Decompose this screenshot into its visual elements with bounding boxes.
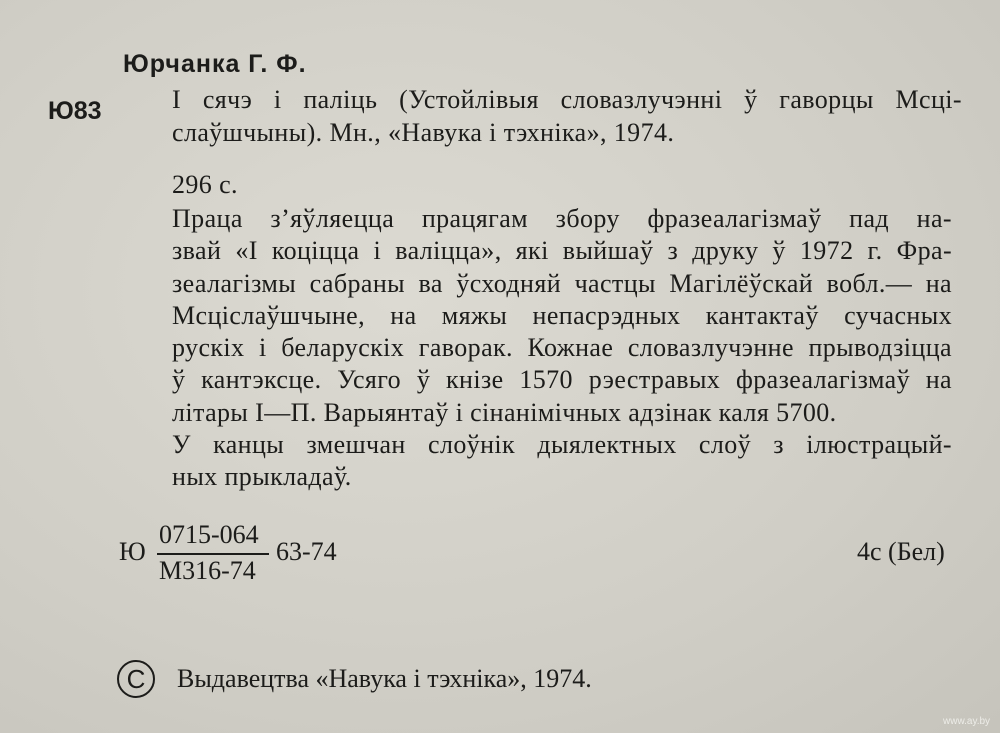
abstract-line: Праца з’яўляецца працягам збору фразеалагізмаў пад на- [172, 204, 952, 233]
abstract-line: ных прыкладаў. [172, 462, 352, 492]
copyright-icon: C [117, 660, 155, 698]
abstract-line: ў кантэксце. Усяго ў кнізе 1570 рэестравых фразеалагізмаў на [172, 365, 952, 395]
index-prefix: Ю [119, 537, 146, 566]
price-code: 4с (Бел) [857, 537, 945, 566]
abstract-line: Мсціслаўшчыне, на мяжы непасрэдных кантактаў сучасных [172, 300, 952, 330]
abstract-line: рускіх і беларускіх гаворак. Кожнае словазлучэнне прыводзіцца [172, 333, 952, 363]
abstract-line: літары I—П. Варыянтаў і сінанімічных адзінак каля 5700. [172, 397, 837, 427]
copyright-line [117, 660, 592, 698]
title-line: I сячэ і паліць (Устойлівыя словазлучэнні ў гаворцы Мсці- [172, 85, 962, 114]
abstract-line: звай «I коціцца і валіцца», які выйшаў з друку ў 1972 г. Фра- [172, 236, 952, 266]
catalog-code: Ю83 [48, 97, 102, 125]
author-name: Юрчанка Г. Ф. [123, 50, 307, 78]
watermark: www.ay.by [943, 716, 991, 727]
abstract-line: зеалагізмы сабраны ва ўсходняй частцы Магілёўскай вобл.— на [172, 268, 952, 298]
index-suffix: 63-74 [276, 537, 337, 566]
book-title [172, 83, 962, 149]
fraction-bar [157, 553, 269, 555]
index-denominator: М316-74 [159, 556, 256, 585]
abstract [172, 203, 952, 494]
abstract-line: У канцы змешчан слоўнік дыялектных слоў з ілюстрацый- [172, 430, 952, 460]
page-count: 296 с. [172, 170, 238, 199]
copyright-text: Выдавецтва «Навука і тэхніка», 1974. [177, 664, 592, 693]
index-numerator: 0715-064 [159, 520, 259, 549]
title-line: слаўшчыны). Мн., «Навука і тэхніка», 1974. [172, 118, 675, 147]
